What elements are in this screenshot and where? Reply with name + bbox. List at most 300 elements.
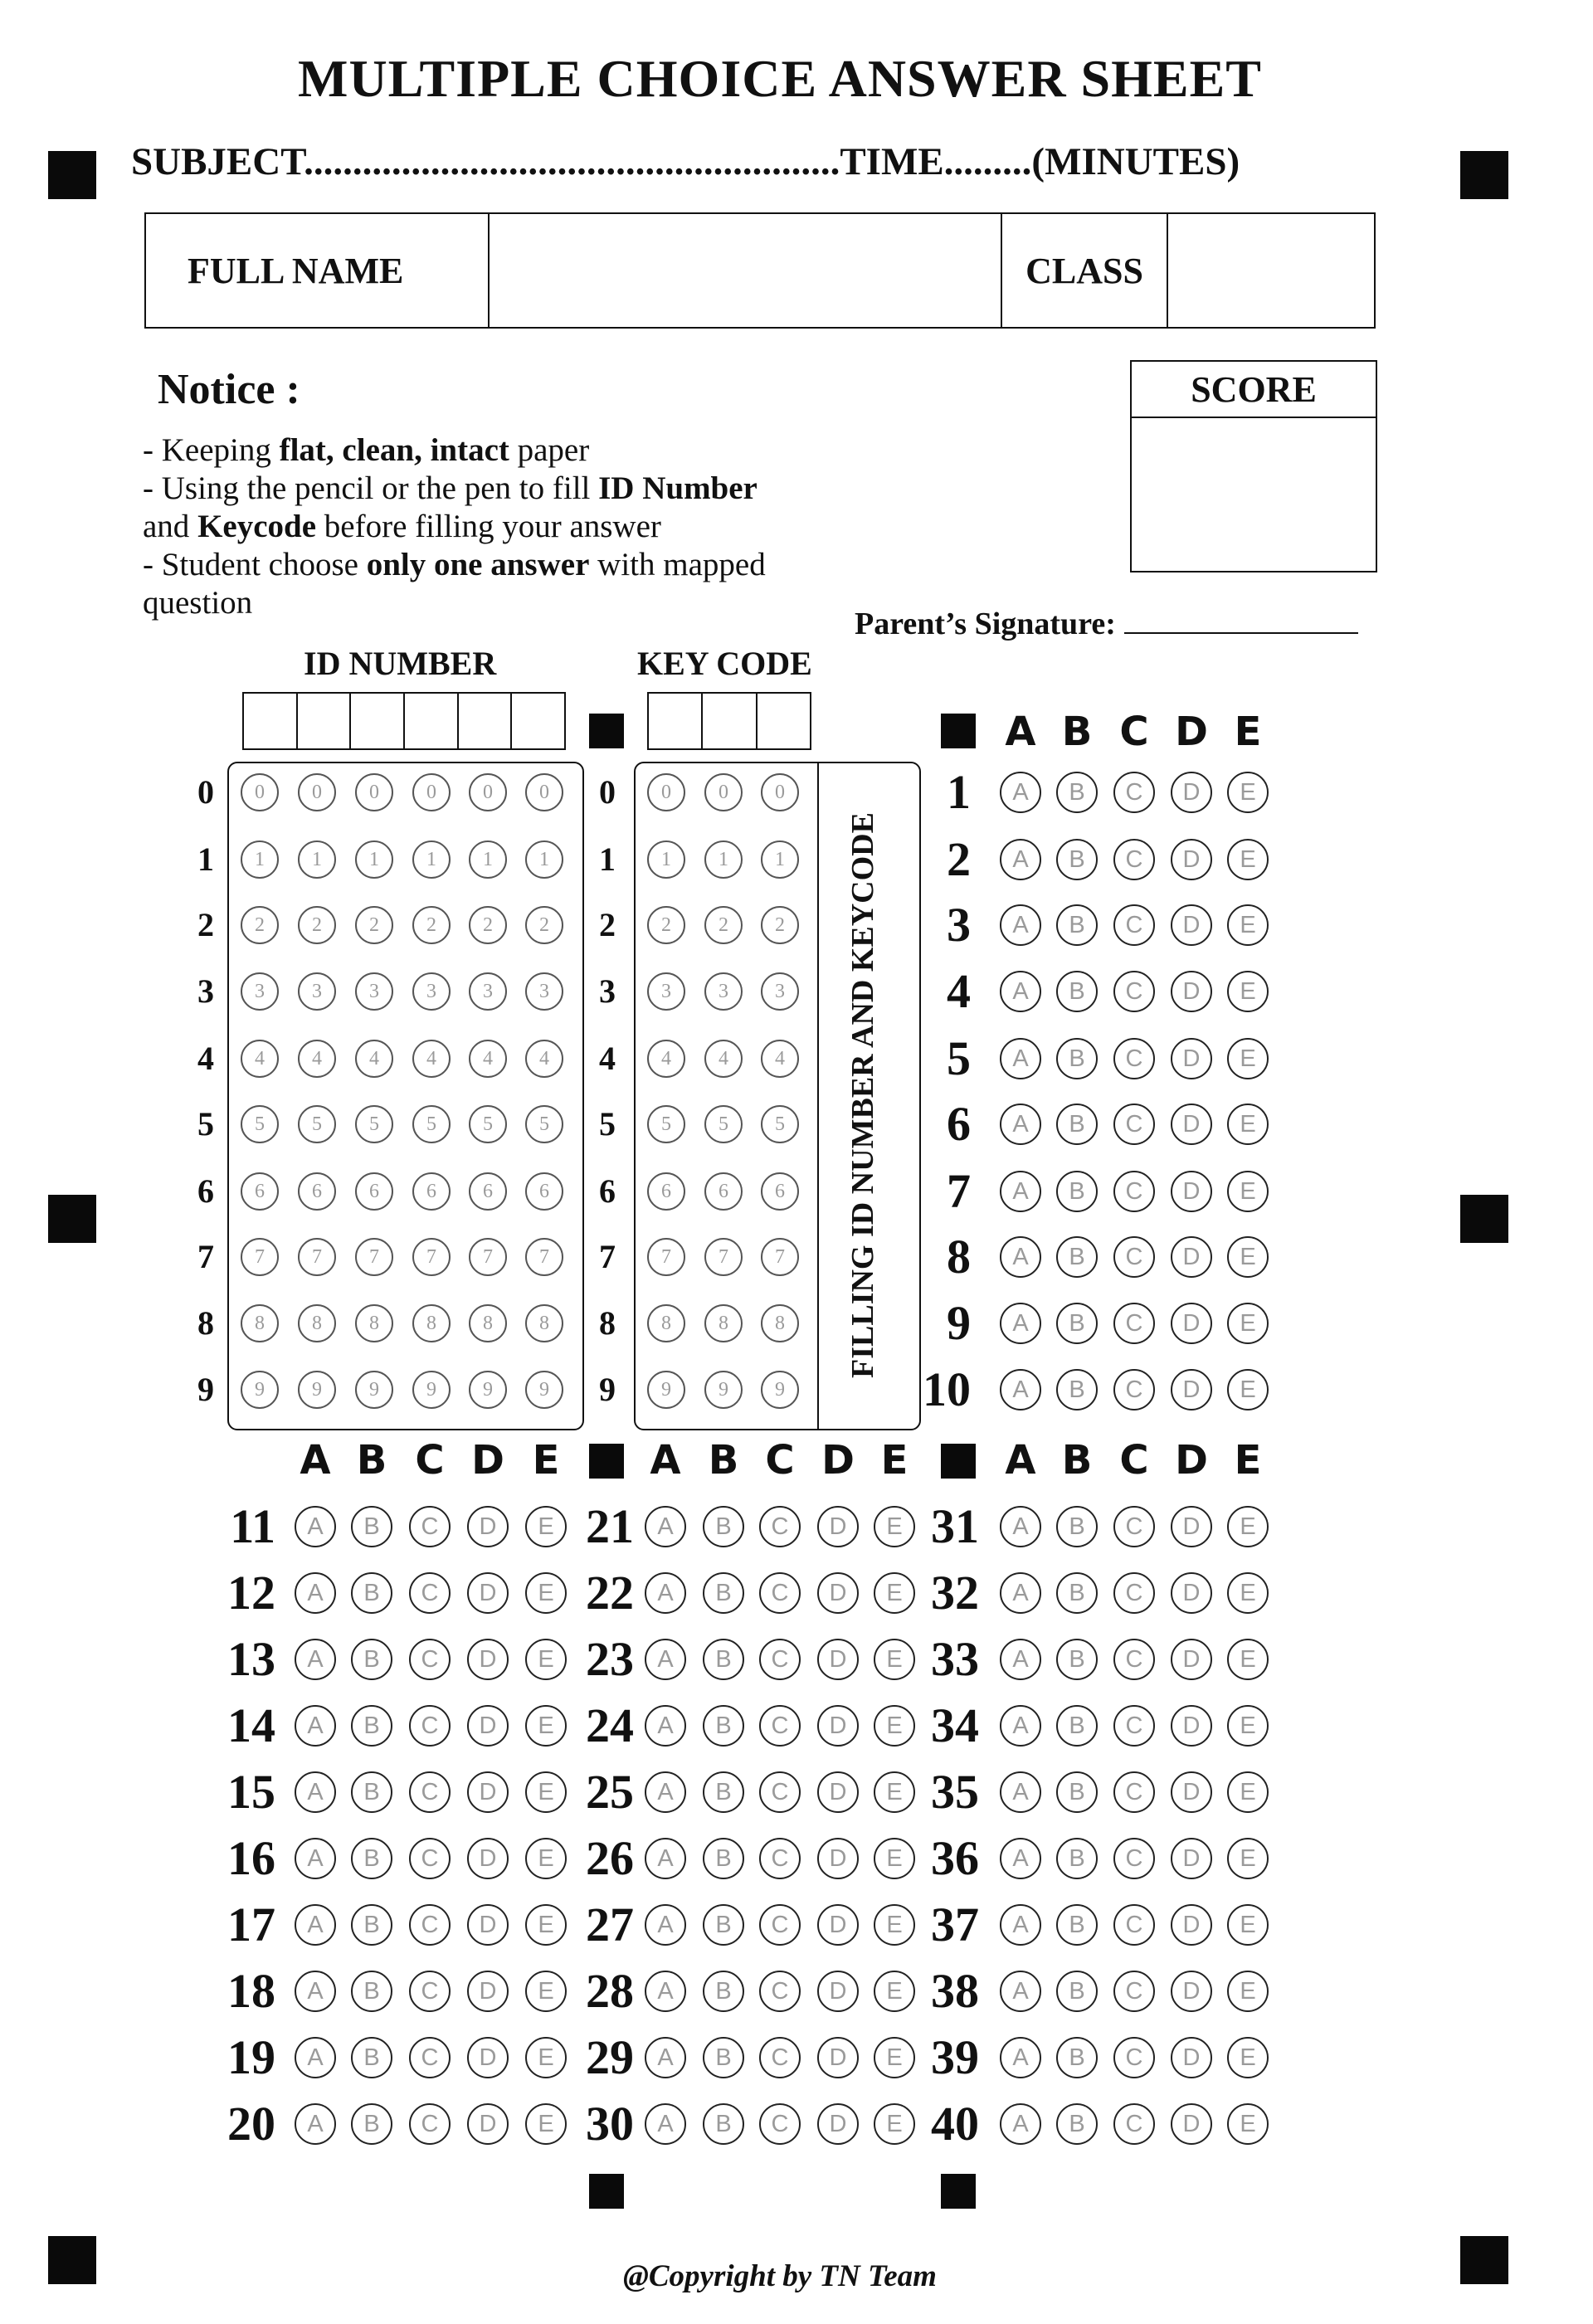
answer-bubble-q27-d[interactable]: D	[817, 1904, 859, 1946]
answer-bubble-q31-b[interactable]: B	[1056, 1506, 1098, 1547]
id-number-bubble[interactable]: 8	[469, 1304, 507, 1342]
id-number-bubble[interactable]: 9	[412, 1371, 451, 1409]
id-number-bubble[interactable]: 0	[412, 773, 451, 811]
id-number-bubble[interactable]: 1	[241, 840, 279, 879]
key-code-bubble[interactable]: 7	[704, 1238, 743, 1276]
answer-bubble-q15-e[interactable]: E	[525, 1771, 567, 1813]
id-number-bubble[interactable]: 4	[241, 1040, 279, 1078]
id-number-bubble[interactable]: 8	[298, 1304, 336, 1342]
id-number-bubble[interactable]: 7	[298, 1238, 336, 1276]
answer-bubble-q39-a[interactable]: A	[1000, 2037, 1041, 2078]
answer-bubble-q33-e[interactable]: E	[1227, 1639, 1269, 1680]
id-number-bubble[interactable]: 7	[469, 1238, 507, 1276]
answer-bubble-q12-d[interactable]: D	[467, 1572, 509, 1614]
id-number-bubble[interactable]: 2	[241, 906, 279, 944]
id-digit-box[interactable]	[298, 694, 352, 748]
answer-bubble-q7-b[interactable]: B	[1056, 1171, 1098, 1212]
answer-bubble-q26-d[interactable]: D	[817, 1838, 859, 1879]
id-number-bubble[interactable]: 2	[355, 906, 393, 944]
answer-bubble-q8-a[interactable]: A	[1000, 1236, 1041, 1278]
answer-bubble-q1-e[interactable]: E	[1227, 772, 1269, 813]
id-number-bubble[interactable]: 8	[355, 1304, 393, 1342]
answer-bubble-q30-e[interactable]: E	[874, 2103, 915, 2145]
answer-bubble-q2-d[interactable]: D	[1171, 839, 1212, 880]
answer-bubble-q40-e[interactable]: E	[1227, 2103, 1269, 2145]
answer-bubble-q23-d[interactable]: D	[817, 1639, 859, 1680]
answer-bubble-q11-e[interactable]: E	[525, 1506, 567, 1547]
answer-bubble-q1-a[interactable]: A	[1000, 772, 1041, 813]
answer-bubble-q9-b[interactable]: B	[1056, 1303, 1098, 1344]
answer-bubble-q31-e[interactable]: E	[1227, 1506, 1269, 1547]
answer-bubble-q27-a[interactable]: A	[645, 1904, 686, 1946]
id-number-bubble[interactable]: 1	[298, 840, 336, 879]
answer-bubble-q17-e[interactable]: E	[525, 1904, 567, 1946]
answer-bubble-q15-d[interactable]: D	[467, 1771, 509, 1813]
answer-bubble-q10-e[interactable]: E	[1227, 1369, 1269, 1410]
answer-bubble-q37-b[interactable]: B	[1056, 1904, 1098, 1946]
answer-bubble-q32-a[interactable]: A	[1000, 1572, 1041, 1614]
answer-bubble-q36-e[interactable]: E	[1227, 1838, 1269, 1879]
answer-bubble-q15-a[interactable]: A	[295, 1771, 336, 1813]
answer-bubble-q23-b[interactable]: B	[703, 1639, 744, 1680]
answer-bubble-q30-b[interactable]: B	[703, 2103, 744, 2145]
answer-bubble-q5-a[interactable]: A	[1000, 1038, 1041, 1079]
answer-bubble-q28-d[interactable]: D	[817, 1971, 859, 2012]
answer-bubble-q29-d[interactable]: D	[817, 2037, 859, 2078]
answer-bubble-q10-c[interactable]: C	[1113, 1369, 1155, 1410]
answer-bubble-q30-c[interactable]: C	[759, 2103, 801, 2145]
answer-bubble-q31-a[interactable]: A	[1000, 1506, 1041, 1547]
id-digit-box[interactable]	[405, 694, 459, 748]
key-code-bubble[interactable]: 1	[704, 840, 743, 879]
id-number-entry-boxes[interactable]	[242, 692, 566, 750]
key-code-bubble[interactable]: 0	[647, 773, 685, 811]
id-digit-box[interactable]	[512, 694, 564, 748]
answer-bubble-q2-c[interactable]: C	[1113, 839, 1155, 880]
id-number-bubble[interactable]: 4	[525, 1040, 563, 1078]
answer-bubble-q26-c[interactable]: C	[759, 1838, 801, 1879]
answer-bubble-q21-d[interactable]: D	[817, 1506, 859, 1547]
answer-bubble-q6-b[interactable]: B	[1056, 1104, 1098, 1145]
answer-bubble-q40-d[interactable]: D	[1171, 2103, 1212, 2145]
answer-bubble-q31-c[interactable]: C	[1113, 1506, 1155, 1547]
answer-bubble-q19-d[interactable]: D	[467, 2037, 509, 2078]
id-number-bubble[interactable]: 0	[469, 773, 507, 811]
key-code-bubble[interactable]: 2	[647, 906, 685, 944]
answer-bubble-q34-a[interactable]: A	[1000, 1705, 1041, 1747]
key-code-bubble[interactable]: 5	[647, 1105, 685, 1143]
id-number-bubble[interactable]: 8	[525, 1304, 563, 1342]
answer-bubble-q14-a[interactable]: A	[295, 1705, 336, 1747]
key-code-bubble[interactable]: 6	[704, 1172, 743, 1211]
answer-bubble-q2-b[interactable]: B	[1056, 839, 1098, 880]
answer-bubble-q13-b[interactable]: B	[351, 1639, 392, 1680]
id-number-bubble[interactable]: 6	[412, 1172, 451, 1211]
id-digit-box[interactable]	[351, 694, 405, 748]
key-code-bubble[interactable]: 0	[761, 773, 799, 811]
key-code-bubble[interactable]: 3	[704, 972, 743, 1011]
key-digit-box[interactable]	[649, 694, 703, 748]
id-number-bubble[interactable]: 0	[525, 773, 563, 811]
answer-bubble-q24-c[interactable]: C	[759, 1705, 801, 1747]
answer-bubble-q19-a[interactable]: A	[295, 2037, 336, 2078]
key-code-bubble[interactable]: 9	[647, 1371, 685, 1409]
answer-bubble-q34-c[interactable]: C	[1113, 1705, 1155, 1747]
answer-bubble-q4-d[interactable]: D	[1171, 971, 1212, 1012]
answer-bubble-q17-a[interactable]: A	[295, 1904, 336, 1946]
key-code-bubble[interactable]: 6	[761, 1172, 799, 1211]
answer-bubble-q3-a[interactable]: A	[1000, 904, 1041, 946]
answer-bubble-q32-b[interactable]: B	[1056, 1572, 1098, 1614]
answer-bubble-q34-d[interactable]: D	[1171, 1705, 1212, 1747]
answer-bubble-q5-d[interactable]: D	[1171, 1038, 1212, 1079]
answer-bubble-q28-a[interactable]: A	[645, 1971, 686, 2012]
key-code-bubble[interactable]: 7	[761, 1238, 799, 1276]
answer-bubble-q7-d[interactable]: D	[1171, 1171, 1212, 1212]
id-number-bubble[interactable]: 5	[525, 1105, 563, 1143]
key-code-bubble[interactable]: 2	[704, 906, 743, 944]
id-number-bubble[interactable]: 5	[412, 1105, 451, 1143]
answer-bubble-q15-c[interactable]: C	[409, 1771, 451, 1813]
key-code-bubble[interactable]: 1	[761, 840, 799, 879]
answer-bubble-q7-c[interactable]: C	[1113, 1171, 1155, 1212]
key-code-bubble[interactable]: 8	[647, 1304, 685, 1342]
answer-bubble-q33-b[interactable]: B	[1056, 1639, 1098, 1680]
answer-bubble-q29-b[interactable]: B	[703, 2037, 744, 2078]
answer-bubble-q37-d[interactable]: D	[1171, 1904, 1212, 1946]
key-code-bubble[interactable]: 3	[647, 972, 685, 1011]
key-code-bubble[interactable]: 9	[704, 1371, 743, 1409]
key-digit-box[interactable]	[758, 694, 810, 748]
answer-bubble-q24-a[interactable]: A	[645, 1705, 686, 1747]
answer-bubble-q40-a[interactable]: A	[1000, 2103, 1041, 2145]
answer-bubble-q25-a[interactable]: A	[645, 1771, 686, 1813]
answer-bubble-q38-b[interactable]: B	[1056, 1971, 1098, 2012]
parent-signature[interactable]	[855, 606, 1358, 642]
key-code-bubble[interactable]: 2	[761, 906, 799, 944]
id-number-bubble[interactable]: 6	[469, 1172, 507, 1211]
answer-bubble-q24-e[interactable]: E	[874, 1705, 915, 1747]
id-number-bubble[interactable]: 0	[298, 773, 336, 811]
answer-bubble-q16-d[interactable]: D	[467, 1838, 509, 1879]
id-number-bubble[interactable]: 9	[525, 1371, 563, 1409]
answer-bubble-q3-b[interactable]: B	[1056, 904, 1098, 946]
answer-bubble-q38-a[interactable]: A	[1000, 1971, 1041, 2012]
answer-bubble-q39-c[interactable]: C	[1113, 2037, 1155, 2078]
answer-bubble-q37-c[interactable]: C	[1113, 1904, 1155, 1946]
key-code-bubble[interactable]: 9	[761, 1371, 799, 1409]
id-number-bubble[interactable]: 8	[241, 1304, 279, 1342]
answer-bubble-q21-c[interactable]: C	[759, 1506, 801, 1547]
id-number-bubble[interactable]: 2	[298, 906, 336, 944]
answer-bubble-q38-e[interactable]: E	[1227, 1971, 1269, 2012]
answer-bubble-q9-c[interactable]: C	[1113, 1303, 1155, 1344]
answer-bubble-q20-c[interactable]: C	[409, 2103, 451, 2145]
answer-bubble-q5-e[interactable]: E	[1227, 1038, 1269, 1079]
answer-bubble-q25-e[interactable]: E	[874, 1771, 915, 1813]
id-number-bubble[interactable]: 6	[355, 1172, 393, 1211]
answer-bubble-q28-c[interactable]: C	[759, 1971, 801, 2012]
score-box[interactable]	[1130, 360, 1377, 572]
id-number-bubble[interactable]: 2	[469, 906, 507, 944]
answer-bubble-q19-c[interactable]: C	[409, 2037, 451, 2078]
answer-bubble-q20-a[interactable]: A	[295, 2103, 336, 2145]
id-number-bubble[interactable]: 3	[412, 972, 451, 1011]
id-number-bubble[interactable]: 2	[525, 906, 563, 944]
id-digit-box[interactable]	[244, 694, 298, 748]
key-code-bubble[interactable]: 8	[704, 1304, 743, 1342]
id-number-bubble[interactable]: 6	[298, 1172, 336, 1211]
answer-bubble-q36-d[interactable]: D	[1171, 1838, 1212, 1879]
answer-bubble-q17-d[interactable]: D	[467, 1904, 509, 1946]
answer-bubble-q1-c[interactable]: C	[1113, 772, 1155, 813]
id-number-bubble[interactable]: 5	[241, 1105, 279, 1143]
answer-bubble-q3-c[interactable]: C	[1113, 904, 1155, 946]
answer-bubble-q40-c[interactable]: C	[1113, 2103, 1155, 2145]
id-number-bubble[interactable]: 6	[241, 1172, 279, 1211]
id-number-bubble[interactable]: 7	[355, 1238, 393, 1276]
answer-bubble-q9-a[interactable]: A	[1000, 1303, 1041, 1344]
answer-bubble-q32-e[interactable]: E	[1227, 1572, 1269, 1614]
answer-bubble-q18-a[interactable]: A	[295, 1971, 336, 2012]
answer-bubble-q30-a[interactable]: A	[645, 2103, 686, 2145]
answer-bubble-q36-b[interactable]: B	[1056, 1838, 1098, 1879]
id-number-bubble[interactable]: 7	[241, 1238, 279, 1276]
answer-bubble-q3-e[interactable]: E	[1227, 904, 1269, 946]
answer-bubble-q31-d[interactable]: D	[1171, 1506, 1212, 1547]
answer-bubble-q20-b[interactable]: B	[351, 2103, 392, 2145]
key-code-bubble[interactable]: 5	[704, 1105, 743, 1143]
answer-bubble-q27-c[interactable]: C	[759, 1904, 801, 1946]
answer-bubble-q19-b[interactable]: B	[351, 2037, 392, 2078]
answer-bubble-q23-a[interactable]: A	[645, 1639, 686, 1680]
answer-bubble-q27-b[interactable]: B	[703, 1904, 744, 1946]
answer-bubble-q34-b[interactable]: B	[1056, 1705, 1098, 1747]
answer-bubble-q22-b[interactable]: B	[703, 1572, 744, 1614]
answer-bubble-q9-e[interactable]: E	[1227, 1303, 1269, 1344]
id-number-bubble[interactable]: 3	[355, 972, 393, 1011]
answer-bubble-q21-e[interactable]: E	[874, 1506, 915, 1547]
answer-bubble-q11-c[interactable]: C	[409, 1506, 451, 1547]
answer-bubble-q22-d[interactable]: D	[817, 1572, 859, 1614]
answer-bubble-q32-d[interactable]: D	[1171, 1572, 1212, 1614]
answer-bubble-q3-d[interactable]: D	[1171, 904, 1212, 946]
answer-bubble-q29-a[interactable]: A	[645, 2037, 686, 2078]
key-digit-box[interactable]	[703, 694, 757, 748]
answer-bubble-q6-c[interactable]: C	[1113, 1104, 1155, 1145]
answer-bubble-q22-c[interactable]: C	[759, 1572, 801, 1614]
answer-bubble-q26-a[interactable]: A	[645, 1838, 686, 1879]
answer-bubble-q5-c[interactable]: C	[1113, 1038, 1155, 1079]
answer-bubble-q37-a[interactable]: A	[1000, 1904, 1041, 1946]
answer-bubble-q33-c[interactable]: C	[1113, 1639, 1155, 1680]
answer-bubble-q8-c[interactable]: C	[1113, 1236, 1155, 1278]
answer-bubble-q25-c[interactable]: C	[759, 1771, 801, 1813]
key-code-bubble[interactable]: 8	[761, 1304, 799, 1342]
id-number-bubble[interactable]: 1	[525, 840, 563, 879]
answer-bubble-q14-b[interactable]: B	[351, 1705, 392, 1747]
answer-bubble-q23-e[interactable]: E	[874, 1639, 915, 1680]
id-number-bubble[interactable]: 5	[355, 1105, 393, 1143]
id-number-bubble[interactable]: 1	[355, 840, 393, 879]
id-number-bubble[interactable]: 1	[469, 840, 507, 879]
answer-bubble-q11-a[interactable]: A	[295, 1506, 336, 1547]
answer-bubble-q11-b[interactable]: B	[351, 1506, 392, 1547]
answer-bubble-q16-b[interactable]: B	[351, 1838, 392, 1879]
answer-bubble-q26-b[interactable]: B	[703, 1838, 744, 1879]
answer-bubble-q39-d[interactable]: D	[1171, 2037, 1212, 2078]
answer-bubble-q16-a[interactable]: A	[295, 1838, 336, 1879]
answer-bubble-q21-b[interactable]: B	[703, 1506, 744, 1547]
answer-bubble-q13-c[interactable]: C	[409, 1639, 451, 1680]
answer-bubble-q7-e[interactable]: E	[1227, 1171, 1269, 1212]
answer-bubble-q37-e[interactable]: E	[1227, 1904, 1269, 1946]
key-code-bubble[interactable]: 5	[761, 1105, 799, 1143]
answer-bubble-q35-d[interactable]: D	[1171, 1771, 1212, 1813]
answer-bubble-q18-e[interactable]: E	[525, 1971, 567, 2012]
answer-bubble-q12-a[interactable]: A	[295, 1572, 336, 1614]
answer-bubble-q10-d[interactable]: D	[1171, 1369, 1212, 1410]
answer-bubble-q4-e[interactable]: E	[1227, 971, 1269, 1012]
answer-bubble-q10-a[interactable]: A	[1000, 1369, 1041, 1410]
key-code-bubble[interactable]: 1	[647, 840, 685, 879]
answer-bubble-q12-c[interactable]: C	[409, 1572, 451, 1614]
answer-bubble-q26-e[interactable]: E	[874, 1838, 915, 1879]
answer-bubble-q35-c[interactable]: C	[1113, 1771, 1155, 1813]
id-number-bubble[interactable]: 6	[525, 1172, 563, 1211]
answer-bubble-q18-d[interactable]: D	[467, 1971, 509, 2012]
answer-bubble-q38-d[interactable]: D	[1171, 1971, 1212, 2012]
answer-bubble-q5-b[interactable]: B	[1056, 1038, 1098, 1079]
answer-bubble-q19-e[interactable]: E	[525, 2037, 567, 2078]
answer-bubble-q17-c[interactable]: C	[409, 1904, 451, 1946]
id-digit-box[interactable]	[459, 694, 513, 748]
answer-bubble-q13-e[interactable]: E	[525, 1639, 567, 1680]
id-number-bubble[interactable]: 7	[525, 1238, 563, 1276]
answer-bubble-q18-b[interactable]: B	[351, 1971, 392, 2012]
id-number-bubble[interactable]: 5	[469, 1105, 507, 1143]
answer-bubble-q4-a[interactable]: A	[1000, 971, 1041, 1012]
key-code-bubble[interactable]: 6	[647, 1172, 685, 1211]
key-code-bubble[interactable]: 4	[647, 1040, 685, 1078]
key-code-bubble[interactable]: 0	[704, 773, 743, 811]
answer-bubble-q35-a[interactable]: A	[1000, 1771, 1041, 1813]
answer-bubble-q13-a[interactable]: A	[295, 1639, 336, 1680]
key-code-bubble[interactable]: 7	[647, 1238, 685, 1276]
answer-bubble-q2-a[interactable]: A	[1000, 839, 1041, 880]
answer-bubble-q29-e[interactable]: E	[874, 2037, 915, 2078]
id-number-bubble[interactable]: 3	[469, 972, 507, 1011]
answer-bubble-q35-b[interactable]: B	[1056, 1771, 1098, 1813]
id-number-bubble[interactable]: 2	[412, 906, 451, 944]
answer-bubble-q2-e[interactable]: E	[1227, 839, 1269, 880]
id-number-bubble[interactable]: 4	[469, 1040, 507, 1078]
answer-bubble-q6-e[interactable]: E	[1227, 1104, 1269, 1145]
answer-bubble-q29-c[interactable]: C	[759, 2037, 801, 2078]
answer-bubble-q22-a[interactable]: A	[645, 1572, 686, 1614]
answer-bubble-q24-b[interactable]: B	[703, 1705, 744, 1747]
answer-bubble-q17-b[interactable]: B	[351, 1904, 392, 1946]
answer-bubble-q24-d[interactable]: D	[817, 1705, 859, 1747]
id-number-bubble[interactable]: 4	[355, 1040, 393, 1078]
answer-bubble-q16-e[interactable]: E	[525, 1838, 567, 1879]
id-number-bubble[interactable]: 9	[241, 1371, 279, 1409]
answer-bubble-q12-b[interactable]: B	[351, 1572, 392, 1614]
id-number-bubble[interactable]: 8	[412, 1304, 451, 1342]
answer-bubble-q1-b[interactable]: B	[1056, 772, 1098, 813]
id-number-bubble[interactable]: 4	[298, 1040, 336, 1078]
key-code-bubble[interactable]: 3	[761, 972, 799, 1011]
answer-bubble-q14-e[interactable]: E	[525, 1705, 567, 1747]
subject-time-line[interactable]: SUBJECT.......................................................TIME.........(MINUTES)	[131, 140, 1240, 183]
answer-bubble-q28-b[interactable]: B	[703, 1971, 744, 2012]
id-number-bubble[interactable]: 9	[355, 1371, 393, 1409]
answer-bubble-q27-e[interactable]: E	[874, 1904, 915, 1946]
answer-bubble-q12-e[interactable]: E	[525, 1572, 567, 1614]
answer-bubble-q25-b[interactable]: B	[703, 1771, 744, 1813]
key-code-entry-boxes[interactable]	[647, 692, 811, 750]
id-number-bubble[interactable]: 3	[241, 972, 279, 1011]
answer-bubble-q6-a[interactable]: A	[1000, 1104, 1041, 1145]
answer-bubble-q39-e[interactable]: E	[1227, 2037, 1269, 2078]
id-number-bubble[interactable]: 1	[412, 840, 451, 879]
answer-bubble-q6-d[interactable]: D	[1171, 1104, 1212, 1145]
answer-bubble-q11-d[interactable]: D	[467, 1506, 509, 1547]
id-number-bubble[interactable]: 7	[412, 1238, 451, 1276]
answer-bubble-q28-e[interactable]: E	[874, 1971, 915, 2012]
answer-bubble-q30-d[interactable]: D	[817, 2103, 859, 2145]
answer-bubble-q33-a[interactable]: A	[1000, 1639, 1041, 1680]
answer-bubble-q34-e[interactable]: E	[1227, 1705, 1269, 1747]
answer-bubble-q13-d[interactable]: D	[467, 1639, 509, 1680]
answer-bubble-q14-d[interactable]: D	[467, 1705, 509, 1747]
answer-bubble-q18-c[interactable]: C	[409, 1971, 451, 2012]
signature-line[interactable]	[1124, 616, 1358, 634]
key-code-bubble[interactable]: 4	[704, 1040, 743, 1078]
answer-bubble-q25-d[interactable]: D	[817, 1771, 859, 1813]
answer-bubble-q39-b[interactable]: B	[1056, 2037, 1098, 2078]
answer-bubble-q10-b[interactable]: B	[1056, 1369, 1098, 1410]
answer-bubble-q15-b[interactable]: B	[351, 1771, 392, 1813]
id-number-bubble[interactable]: 3	[298, 972, 336, 1011]
id-number-bubble[interactable]: 9	[298, 1371, 336, 1409]
id-number-bubble[interactable]: 0	[355, 773, 393, 811]
answer-bubble-q9-d[interactable]: D	[1171, 1303, 1212, 1344]
id-number-bubble[interactable]: 3	[525, 972, 563, 1011]
answer-bubble-q40-b[interactable]: B	[1056, 2103, 1098, 2145]
id-number-bubble[interactable]: 5	[298, 1105, 336, 1143]
answer-bubble-q22-e[interactable]: E	[874, 1572, 915, 1614]
answer-bubble-q38-c[interactable]: C	[1113, 1971, 1155, 2012]
class-field[interactable]	[1168, 214, 1374, 327]
answer-bubble-q8-b[interactable]: B	[1056, 1236, 1098, 1278]
id-number-bubble[interactable]: 4	[412, 1040, 451, 1078]
answer-bubble-q32-c[interactable]: C	[1113, 1572, 1155, 1614]
answer-bubble-q36-a[interactable]: A	[1000, 1838, 1041, 1879]
answer-bubble-q1-d[interactable]: D	[1171, 772, 1212, 813]
answer-bubble-q4-b[interactable]: B	[1056, 971, 1098, 1012]
answer-bubble-q20-d[interactable]: D	[467, 2103, 509, 2145]
key-code-bubble[interactable]: 4	[761, 1040, 799, 1078]
answer-bubble-q33-d[interactable]: D	[1171, 1639, 1212, 1680]
answer-bubble-q8-e[interactable]: E	[1227, 1236, 1269, 1278]
answer-bubble-q8-d[interactable]: D	[1171, 1236, 1212, 1278]
answer-bubble-q20-e[interactable]: E	[525, 2103, 567, 2145]
answer-bubble-q35-e[interactable]: E	[1227, 1771, 1269, 1813]
answer-bubble-q4-c[interactable]: C	[1113, 971, 1155, 1012]
answer-bubble-q14-c[interactable]: C	[409, 1705, 451, 1747]
answer-bubble-q16-c[interactable]: C	[409, 1838, 451, 1879]
